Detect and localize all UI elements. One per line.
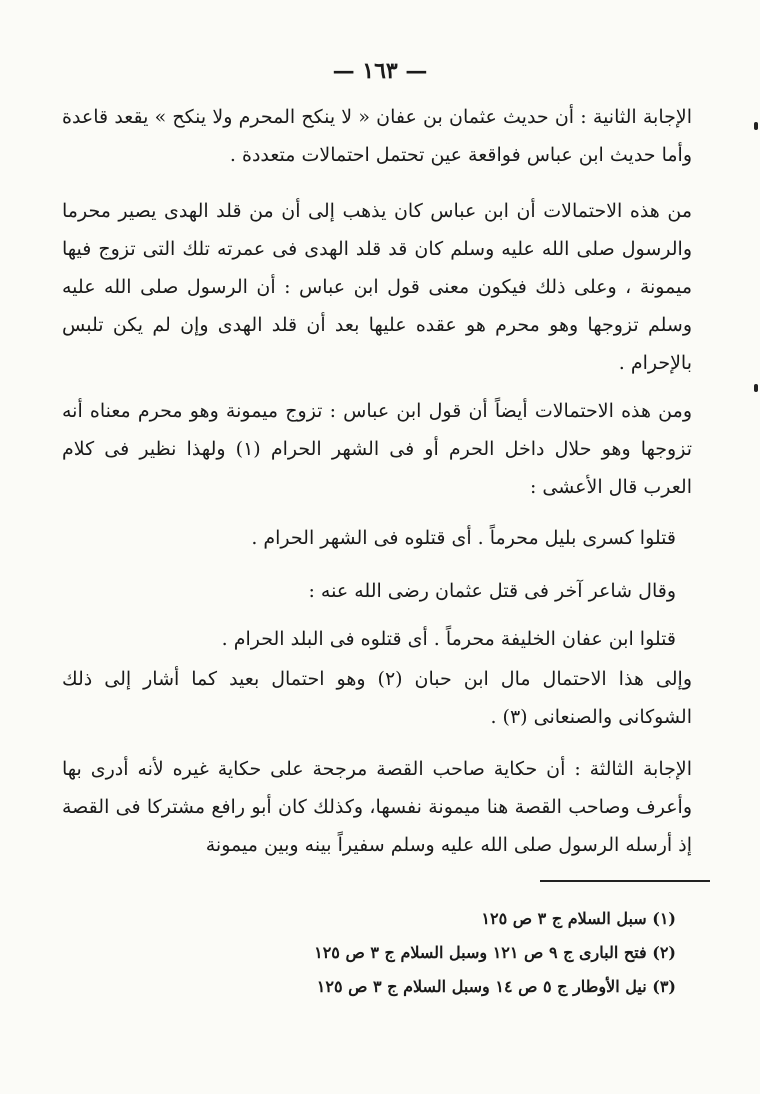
footnote-3: (٣) نيل الأوطار ج ٥ ص ١٤ وسبل السلام ج ٣ ص ١٢٥ [316, 977, 676, 996]
footnote-2: (٢) فتح البارى ج ٩ ص ١٢١ وسبل السلام ج ٣ ص ١٢٥ [314, 943, 676, 962]
paragraph-second-answer: الإجابة الثانية : أن حديث عثمان بن عفان « لا ينكح المحرم ولا ينكح » يقعد قاعدة وأما حديث ابن عباس فواقعة عين تحتمل احتمالات متعددة . [62, 106, 692, 166]
paragraph-ibn-hibban: وإلى هذا الاحتمال مال ابن حبان (٢) وهو احتمال بعيد كما أشار إلى ذلك الشوكانى والصنعانى (٣) . [62, 668, 692, 728]
footnote-1: (١) سبل السلام ج ٣ ص ١٢٥ [481, 909, 676, 928]
verse-intro-line: وقال شاعر آخر فى قتل عثمان رضى الله عنه : [308, 580, 676, 602]
footnotes [176, 902, 676, 1004]
paragraph-first-possibility: من هذه الاحتمالات أن ابن عباس كان يذهب إلى أن من قلد الهدى يصير محرما والرسول صلى الله عليه وسلم كان قد قلد الهدى فى عمرته تلك التى تزوج فيها ميمونة ، وعلى ذلك فيكون معنى قول ابن عباس : أن الرسول صلى الله عليه وسلم تزوجها وهو محرم هو عقده عليها بعد أن قلد الهدى وإن لم يكن تلبس بالإحرام . [62, 200, 692, 374]
verse-line-2: قتلوا ابن عفان الخليفة محرماً . أى قتلوه فى البلد الحرام . [221, 628, 676, 650]
margin-mark [754, 122, 758, 130]
paragraph-second-possibility: ومن هذه الاحتمالات أيضاً أن قول ابن عباس : تزوج ميمونة وهو محرم معناه أنه تزوجها وهو حلال داخل الحرم أو فى الشهر الحرام (١) ولهذا نظير فى كلام العرب قال الأعشى : [62, 400, 692, 498]
verse-line-1: قتلوا كسرى بليل محرماً . أى قتلوه فى الشهر الحرام . [251, 527, 676, 549]
footnote-divider [540, 880, 710, 882]
paragraph-third-answer: الإجابة الثالثة : أن حكاية صاحب القصة مرجحة على حكاية غيره لأنه أدرى بها وأعرف وصاحب القصة هنا ميمونة نفسها، وكذلك كان أبو رافع مشتركا فى القصة إذ أرسله الرسول صلى الله عليه وسلم سفيراً بينه وبين ميمونة [62, 758, 692, 856]
margin-mark [754, 384, 758, 392]
page-number: — ١٦٣ — [332, 58, 428, 84]
